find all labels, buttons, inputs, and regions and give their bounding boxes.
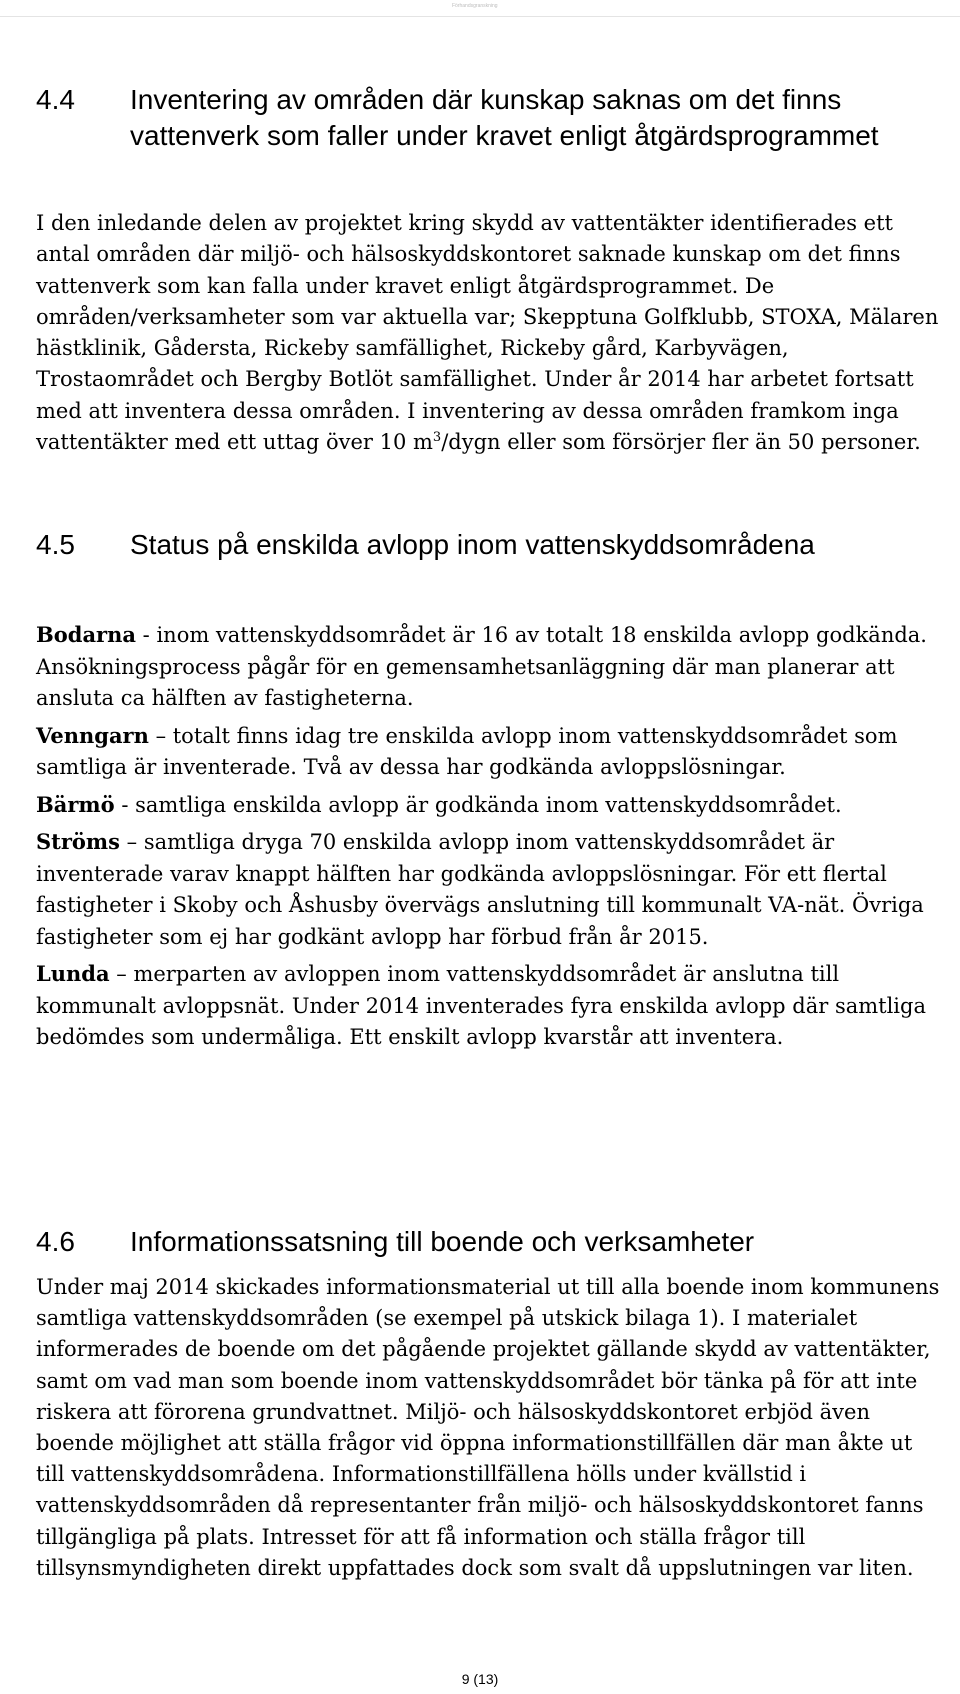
list-item-lunda bbox=[36, 958, 940, 1054]
heading-4-4 bbox=[36, 82, 960, 154]
area-text: – merparten av avloppen inom vattenskyddsområdet är anslutna till kommunalt avloppsnät. Under 2014 inventerades fyra enskilda avlopp där samtliga bedömdes som undermåliga. Ett enskilt avlopp kvarstår att inventera. bbox=[36, 962, 926, 1049]
heading-number: 4.5 bbox=[36, 529, 75, 560]
heading-title: Status på enskilda avlopp inom vattenskyddsområdena bbox=[130, 529, 815, 560]
heading-title: Informationssatsning till boende och verksamheter bbox=[130, 1226, 755, 1257]
area-name: Venngarn bbox=[36, 722, 149, 748]
area-text: - samtliga enskilda avlopp är godkända inom vattenskyddsområdet. bbox=[114, 792, 842, 817]
heading-title: Inventering av områden där kunskap saknas om det finns vattenverk som faller under kravet enligt åtgärdsprogrammet bbox=[130, 84, 879, 151]
header-mark: Förhandsgranskning bbox=[452, 3, 498, 9]
list-item-bodarna bbox=[36, 619, 940, 715]
area-name: Lunda bbox=[36, 961, 110, 986]
text-run: I den inledande delen av projektet kring skydd av vattentäkter identifierades ett antal områden där miljö- och hälsoskyddskontoret saknade kunskap om det finns vattenverk som kan falla under kravet enligt åtgärdsprogrammet. De områden/verksamheter som var aktuella var; Skepptuna Golfklubb, STOXA, Mälaren hästklinik, Gådersta, Rickeby samfällighet, Rickeby gård, Karbyvägen, Trostaområdet och Bergby Botlöt samfällighet. Under år 2014 har arbetet fortsatt med att inventera dessa områden. I inventering av dessa områden framkom inga vattentäkter med ett uttag över 10 m bbox=[36, 211, 939, 455]
list-item-stroms bbox=[36, 826, 940, 953]
superscript: 3 bbox=[432, 430, 442, 446]
paragraph bbox=[36, 208, 940, 458]
header-rule bbox=[0, 16, 960, 17]
area-name: Bodarna bbox=[36, 622, 136, 647]
page-number: 9 (13) bbox=[461, 1671, 499, 1687]
section-4-6-body bbox=[36, 1272, 940, 1584]
heading-4-5 bbox=[36, 527, 815, 563]
area-name: Bärmö bbox=[36, 791, 115, 817]
area-name: Ströms bbox=[36, 829, 120, 854]
section-4-5-body bbox=[36, 619, 940, 1059]
paragraph: Under maj 2014 skickades informationsmaterial ut till alla boende inom kommunens samtliga vattenskyddsområden (se exempel på utskick bilaga 1). I materialet informerades de boende om det pågående projektet gällande skydd av vattentäkter, samt om vad man som boende inom vattenskyddsområdet bör tänka på för att inte riskera att förorena grundvattnet. Miljö- och hälsoskyddskontoret erbjöd även boende möjlighet att ställa frågor vid öppna informationstillfällen där man åkte ut till vattenskyddsområdena. Informationstillfällena hölls under kvällstid i vattenskyddsområden då representanter från miljö- och hälsoskyddskontoret fanns tillgängliga på plats. Intresset för att få information och ställa frågor till tillsynsmyndigheten direkt uppfattades dock som svalt då uppslutningen var liten. bbox=[36, 1275, 940, 1580]
area-text: – samtliga dryga 70 enskilda avlopp inom vattenskyddsområdet är inventerade varav knappt hälften har godkända avloppslösningar. För ett flertal fastigheter i Skoby och Åshusby övervägs anslutning till kommunalt VA-nät. Övriga fastigheter som ej har godkänt avlopp har förbud från år 2015. bbox=[36, 830, 924, 949]
heading-number: 4.6 bbox=[36, 1226, 75, 1257]
list-item-venngarn bbox=[36, 720, 940, 784]
heading-number: 4.4 bbox=[36, 84, 75, 115]
area-text: – totalt finns idag tre enskilda avlopp inom vattenskyddsområdet som samtliga är inventerade. Två av dessa har godkända avloppslösningar. bbox=[36, 723, 898, 779]
area-text: - inom vattenskyddsområdet är 16 av totalt 18 enskilda avlopp godkända. Ansökningsprocess pågår för en gemensamhetsanläggning där man planerar att ansluta ca hälften av fastigheterna. bbox=[36, 623, 927, 710]
section-4-4-body bbox=[36, 208, 940, 458]
heading-4-6 bbox=[36, 1224, 754, 1260]
text-run: /dygn eller som försörjer fler än 50 personer. bbox=[441, 430, 921, 455]
list-item-barmo bbox=[36, 789, 940, 822]
